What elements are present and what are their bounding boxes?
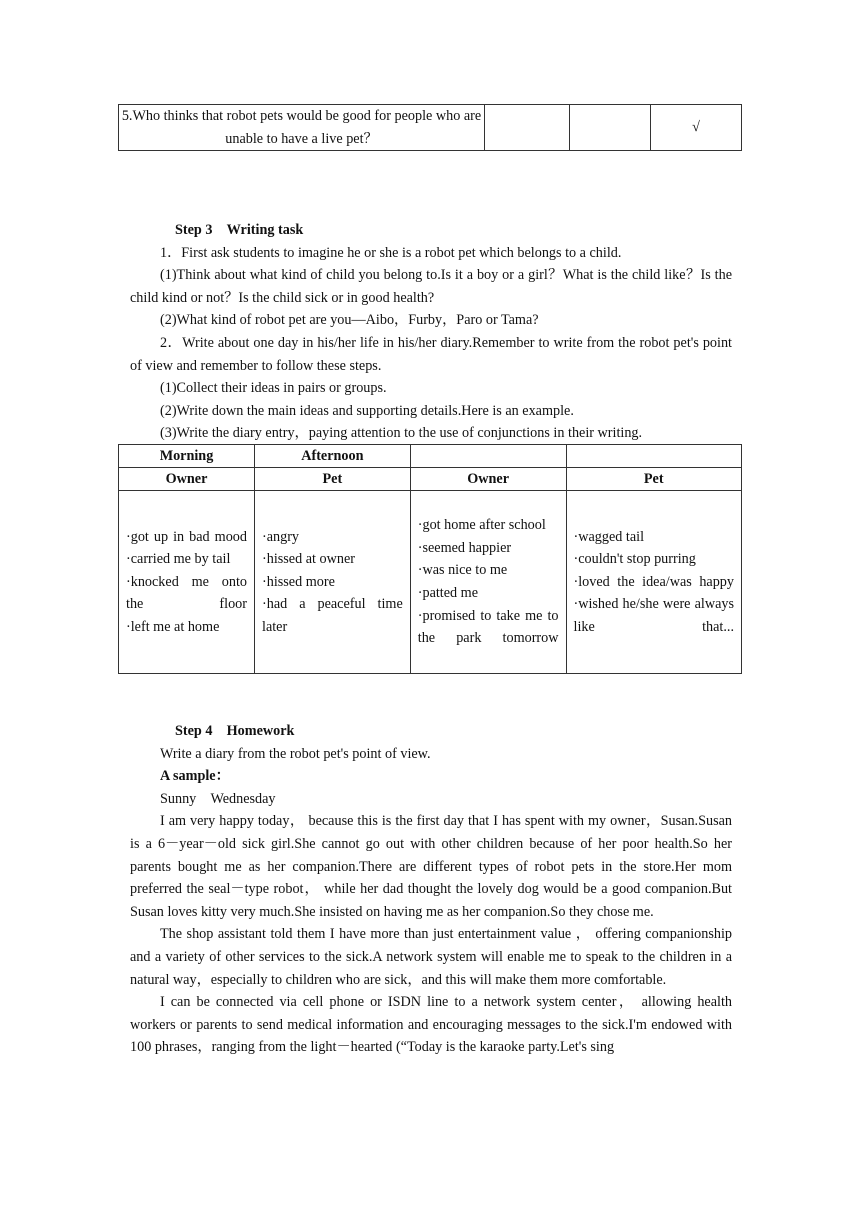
list-item: ·was nice to me bbox=[417, 562, 508, 579]
list-item: ·seemed happier bbox=[417, 539, 512, 556]
list-item: ·wished he/she were always like that... bbox=[573, 596, 734, 635]
header-cell bbox=[566, 445, 742, 468]
list-item: ·patted me bbox=[417, 585, 479, 601]
step3-section bbox=[130, 219, 732, 445]
paragraph: (3)Write the diary entry，paying attention to the use of conjunctions in their writing. bbox=[160, 425, 643, 442]
paragraph: I can be connected via cell phone or ISDN line to a network system center， allowing health workers or parents to send medical information and encouraging messages to the sick.I'm endowed with 100 phrases，ranging from the light－hearted (“Today is the karaoke party.Let's sing bbox=[130, 994, 732, 1056]
answer-cell bbox=[570, 105, 651, 151]
step3-heading: Step 3 Writing task bbox=[175, 222, 304, 238]
header-cell: Pet bbox=[255, 468, 411, 491]
diary-table bbox=[118, 444, 742, 674]
paragraph: (1)Collect their ideas in pairs or groups. bbox=[160, 380, 387, 397]
table-header-row bbox=[119, 468, 742, 491]
header-cell bbox=[410, 445, 566, 468]
list-item: ·got up in bad mood bbox=[126, 528, 247, 545]
step4-section bbox=[130, 720, 732, 1059]
paragraph: 1．First ask students to imagine he or she is a robot pet which belongs to a child. bbox=[160, 244, 622, 261]
header-cell: Owner bbox=[119, 468, 255, 491]
header-cell: Afternoon bbox=[255, 445, 411, 468]
list-item: ·hissed at owner bbox=[262, 551, 355, 568]
sample-label: A sample： bbox=[160, 768, 230, 785]
owner-cell bbox=[410, 491, 566, 674]
table-row bbox=[119, 491, 742, 674]
list-item: ·carried me by tail bbox=[126, 551, 231, 568]
list-item: ·angry bbox=[262, 528, 300, 545]
answer-cell bbox=[485, 105, 570, 151]
paragraph: I am very happy today， because this is the first day that I has spent with my owner，Susan.Susan is a 6－year－old sick girl.She cannot go out with other children because of her poor health.So her parents bought me as her companion.There are different types of robot pets in the store.Her mom preferred the seal－type robot， while her dad thought the lovely dog would be a good companion.But Susan loves kitty very much.She insisted on having me as her companion.So they chose me. bbox=[130, 813, 732, 920]
list-item: ·got home after school bbox=[417, 517, 546, 534]
answer-table bbox=[118, 104, 742, 151]
paragraph: Write a diary from the robot pet's point of view. bbox=[160, 745, 431, 762]
table-header-row bbox=[119, 445, 742, 468]
paragraph: (1)Think about what kind of child you belong to.Is it a boy or a girl？What is the child like？Is the child kind or not？Is the child sick or in good health? bbox=[130, 267, 732, 306]
paragraph: 2．Write about one day in his/her life in his/her diary.Remember to write from the robot pet's point of view and remember to follow these steps. bbox=[130, 334, 732, 374]
list-item: ·promised to take me to the park tomorrow bbox=[417, 607, 559, 647]
checkmark-cell: √ bbox=[651, 105, 742, 151]
pet-cell bbox=[566, 491, 742, 674]
list-item: ·loved the idea/was happy bbox=[573, 573, 734, 590]
table-row bbox=[119, 105, 742, 151]
list-item: ·left me at home bbox=[126, 618, 220, 635]
list-item: ·had a peaceful time later bbox=[262, 596, 403, 635]
list-item: ·knocked me onto the floor bbox=[126, 573, 247, 613]
date-line: Sunny Wednesday bbox=[160, 790, 276, 807]
header-cell: Pet bbox=[566, 468, 742, 491]
question-cell: 5.Who thinks that robot pets would be good for people who are unable to have a live pet？ bbox=[119, 105, 485, 151]
afternoon-pet-cell bbox=[255, 491, 411, 674]
header-cell: Morning bbox=[119, 445, 255, 468]
list-item: ·couldn't stop purring bbox=[573, 551, 696, 568]
list-item: ·hissed more bbox=[262, 573, 335, 590]
paragraph: (2)What kind of robot pet are you—Aibo，Furby，Paro or Tama? bbox=[160, 312, 539, 329]
list-item: ·wagged tail bbox=[573, 528, 645, 545]
paragraph: The shop assistant told them I have more than just entertainment value ， offering companionship and a variety of other services to the sick.A network system will enable me to speak to the children in a natural way，especially to children who are sick，and this will make them more comfortable. bbox=[130, 926, 732, 988]
paragraph: (2)Write down the main ideas and supporting details.Here is an example. bbox=[160, 402, 574, 419]
header-cell: Owner bbox=[410, 468, 566, 491]
step4-heading: Step 4 Homework bbox=[175, 723, 295, 739]
morning-owner-cell bbox=[119, 491, 255, 674]
